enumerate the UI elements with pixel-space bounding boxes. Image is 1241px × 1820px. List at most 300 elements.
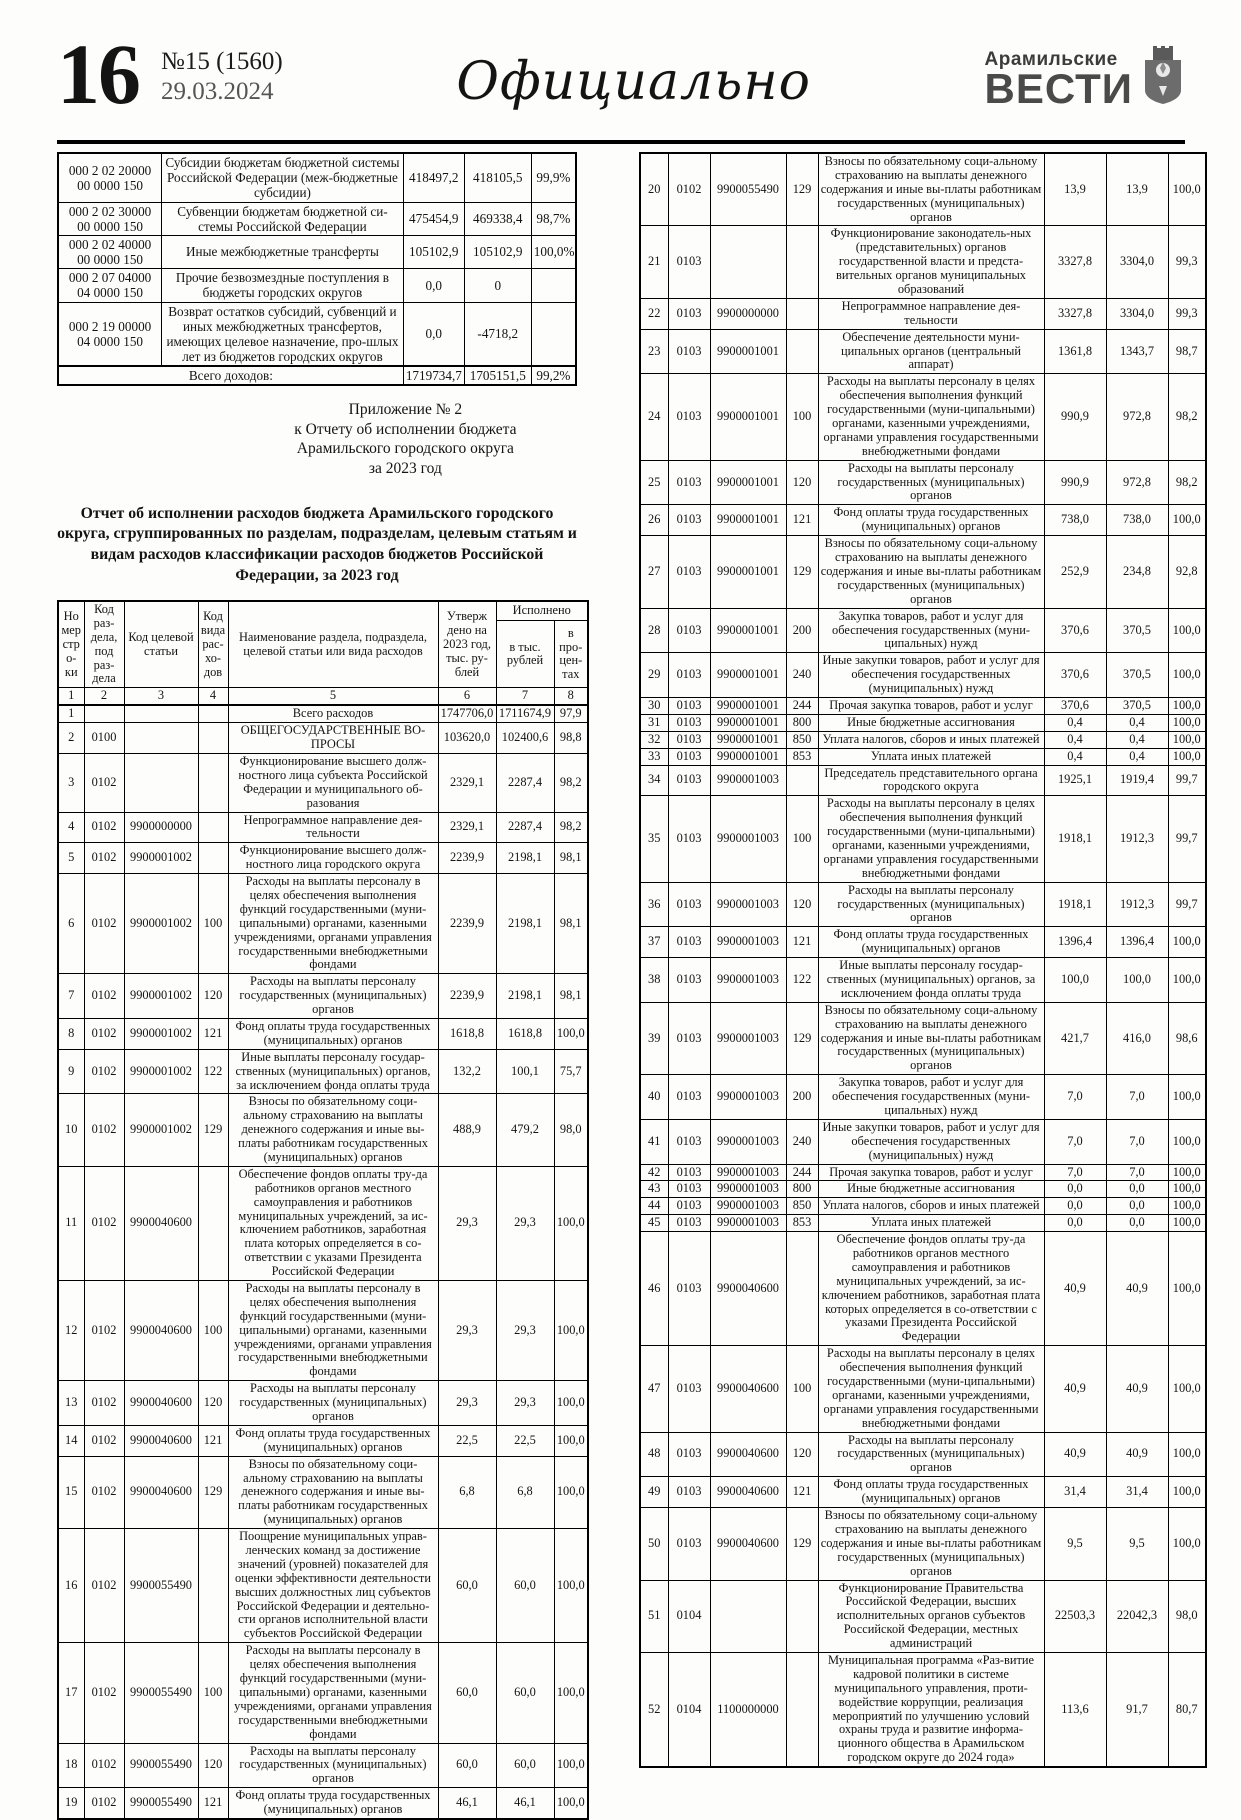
cell: Функционирование высшего долж-ностного лица городского округа — [228, 843, 438, 874]
cell: 800 — [786, 1181, 818, 1198]
cell: 99,9% — [531, 153, 576, 202]
cell: 30 — [640, 697, 668, 714]
cell: 0103 — [668, 608, 710, 653]
cell: 100,0 — [554, 1425, 588, 1456]
table-row — [640, 882, 1206, 927]
cell: 0102 — [84, 1166, 124, 1280]
cell: Расходы на выплаты персоналу государственных (муниципальных) органов — [818, 460, 1044, 505]
cell — [124, 753, 198, 812]
cell: Непрограммное направление дея-тельности — [228, 812, 438, 843]
cell: Расходы на выплаты персоналу государственных (муниципальных) органов — [228, 1381, 438, 1426]
cell: 29,3 — [496, 1381, 554, 1426]
cell — [84, 705, 124, 722]
header-rule — [57, 140, 1185, 144]
cell: Иные закупки товаров, работ и услуг для обеспечения государственных (муниципальных) нужд — [818, 653, 1044, 698]
cell: 1919,4 — [1106, 765, 1168, 796]
cell: 0103 — [668, 1002, 710, 1074]
cell: 0,0 — [1044, 1198, 1106, 1215]
cell: 22042,3 — [1106, 1580, 1168, 1652]
expense-table-left — [57, 600, 589, 1820]
cell — [198, 843, 228, 874]
cell: 0102 — [84, 1094, 124, 1166]
cell: 100,0 — [1044, 958, 1106, 1003]
header-section-code: Код раз-дела, под раз-дела — [84, 601, 124, 688]
cell: 120 — [198, 1743, 228, 1788]
table-row — [640, 765, 1206, 796]
cell: 0102 — [84, 843, 124, 874]
cell: 100,0 — [1168, 958, 1206, 1003]
cell: 46,1 — [496, 1788, 554, 1819]
cell: 100,0 — [1168, 927, 1206, 958]
table-row — [58, 874, 588, 974]
table-row — [640, 1181, 1206, 1198]
cell: 2287,4 — [496, 812, 554, 843]
cell: 9900040600 — [710, 1232, 786, 1346]
table-row — [640, 731, 1206, 748]
cell: Уплата налогов, сборов и иных платежей — [818, 1198, 1044, 1215]
cell: Прочая закупка товаров, работ и услуг — [818, 697, 1044, 714]
cell: 0103 — [668, 653, 710, 698]
cell: 9900001001 — [710, 505, 786, 536]
cell: 43 — [640, 1181, 668, 1198]
cell: 0102 — [84, 974, 124, 1019]
cell: 100,0 — [554, 1456, 588, 1528]
cell: Обеспечение фондов оплаты тру-да работников органов местного самоуправления и работников муниципальных учреждений, за ис-ключением работников, заработная плата которых определяется в со-ответствии с указами Президента Российской Федерации — [818, 1232, 1044, 1346]
cell: Субсидии бюджетам бюджетной системы Российской Федерации (меж-бюджетные субсидии) — [162, 153, 404, 202]
cell: 738,0 — [1106, 505, 1168, 536]
cell: 121 — [198, 1018, 228, 1049]
cell: Расходы на выплаты персоналу в целях обеспечения выполнения функций государственными (муни-ципальными) органами, казенными учреждениями, органами управления государственными внебюджетными фондами — [818, 796, 1044, 882]
column-number: 3 — [124, 688, 198, 705]
table-row — [640, 1508, 1206, 1580]
table-row — [640, 796, 1206, 882]
cell: 9900001003 — [710, 1215, 786, 1232]
cell: 14 — [58, 1425, 84, 1456]
cell: 9900001003 — [710, 927, 786, 958]
cell: 105102,9 — [403, 235, 464, 268]
cell: 100,0 — [554, 1281, 588, 1381]
cell: 39 — [640, 1002, 668, 1074]
cell: 0103 — [668, 1232, 710, 1346]
cell: Обеспечение деятельности муни-ципальных органов (центральный аппарат) — [818, 329, 1044, 374]
cell: 100,0 — [1168, 1346, 1206, 1432]
cell: Иные межбюджетные трансферты — [162, 235, 404, 268]
cell: 100,0 — [554, 1381, 588, 1426]
cell: 418105,5 — [464, 153, 531, 202]
cell: 3327,8 — [1044, 226, 1106, 298]
table-row — [640, 714, 1206, 731]
cell: 100 — [786, 1346, 818, 1432]
cell — [198, 753, 228, 812]
cell: 0104 — [668, 1652, 710, 1767]
cell: 234,8 — [1106, 536, 1168, 608]
issue-number: №15 (1560) — [161, 48, 283, 75]
cell: 98,2 — [554, 812, 588, 843]
table-row — [58, 1094, 588, 1166]
cell: 0102 — [84, 753, 124, 812]
table-row — [640, 1198, 1206, 1215]
column-number: 7 — [496, 688, 554, 705]
cell: 100 — [198, 1281, 228, 1381]
cell: 479,2 — [496, 1094, 554, 1166]
cell: 1747706,0 — [438, 705, 496, 722]
cell: 129 — [786, 536, 818, 608]
cell: 370,5 — [1106, 608, 1168, 653]
cell: 21 — [640, 226, 668, 298]
cell: 100,0 — [1168, 1477, 1206, 1508]
header-approved: Утверж дено на 2023 год, тыс. ру-блей — [438, 601, 496, 688]
cell: Расходы на выплаты персоналу в целях обеспечения выполнения функций государственными (муни-ципальными) органами, казенными учреждениями, органами управления государственными внебюджетными фондами — [228, 1281, 438, 1381]
cell: 46 — [640, 1232, 668, 1346]
cell: 9900001001 — [710, 460, 786, 505]
cell: 121 — [786, 927, 818, 958]
cell: 0103 — [668, 1119, 710, 1164]
table-row — [640, 1075, 1206, 1120]
cell: 0103 — [668, 460, 710, 505]
cell: ОБЩЕГОСУДАРСТВЕННЫЕ ВО-ПРОСЫ — [228, 723, 438, 754]
appendix-line: за 2023 год — [368, 459, 442, 477]
table-row — [640, 608, 1206, 653]
expense-table-right — [639, 152, 1207, 1768]
brand-text — [984, 48, 1133, 112]
cell: 9900001001 — [710, 536, 786, 608]
table-row — [640, 1164, 1206, 1181]
table-row — [58, 753, 588, 812]
cell: 105102,9 — [464, 235, 531, 268]
cell: 0,4 — [1106, 731, 1168, 748]
table-row — [58, 812, 588, 843]
cell: 2239,9 — [438, 974, 496, 1019]
cell: 122 — [786, 958, 818, 1003]
cell: 9900001002 — [124, 974, 198, 1019]
cell: Фонд оплаты труда государственных (муниципальных) органов — [818, 1477, 1044, 1508]
cell: 6,8 — [496, 1456, 554, 1528]
cell: 45 — [640, 1215, 668, 1232]
cell: 3304,0 — [1106, 226, 1168, 298]
appendix-line: Приложение № 2 — [348, 401, 463, 419]
table-row — [640, 1580, 1206, 1652]
brand-name-top: Арамильские — [984, 48, 1118, 70]
cell: 0,0 — [403, 269, 464, 302]
cell: 0103 — [668, 1215, 710, 1232]
cell: Закупка товаров, работ и услуг для обеспечения государственных (муни-ципальных) нужд — [818, 608, 1044, 653]
cell: 29 — [640, 653, 668, 698]
table-row — [640, 226, 1206, 298]
cell: 0103 — [668, 226, 710, 298]
cell: 100,0 — [1168, 731, 1206, 748]
cell: 129 — [786, 1002, 818, 1074]
cell: 2198,1 — [496, 874, 554, 974]
cell: 100,0 — [554, 1788, 588, 1819]
income-table — [57, 152, 577, 386]
cell: 129 — [198, 1456, 228, 1528]
cell: 1912,3 — [1106, 796, 1168, 882]
cell: 29,3 — [438, 1381, 496, 1426]
table-row — [58, 974, 588, 1019]
cell: 113,6 — [1044, 1652, 1106, 1767]
brand-name-bottom: ВЕСТИ — [984, 64, 1133, 112]
cell: 7,0 — [1106, 1075, 1168, 1120]
cell: Расходы на выплаты персоналу государственных (муниципальных) органов — [228, 974, 438, 1019]
cell: 370,6 — [1044, 653, 1106, 698]
table-row — [58, 705, 588, 722]
cell: 60,0 — [496, 1643, 554, 1743]
cell: 0,4 — [1044, 714, 1106, 731]
cell: 9900001002 — [124, 843, 198, 874]
cell: 990,9 — [1044, 374, 1106, 460]
cell: 100,0% — [531, 235, 576, 268]
cell: 22 — [640, 298, 668, 329]
column-number: 1 — [58, 688, 84, 705]
cell: 100,0 — [1168, 697, 1206, 714]
table-row — [58, 1166, 588, 1280]
cell: 100,0 — [1168, 505, 1206, 536]
cell: 7,0 — [1044, 1164, 1106, 1181]
cell: 000 2 07 04000 04 0000 150 — [58, 269, 162, 302]
cell: 15 — [58, 1456, 84, 1528]
cell: 98,1 — [554, 974, 588, 1019]
cell — [786, 329, 818, 374]
cell: 23 — [640, 329, 668, 374]
cell: 0103 — [668, 1508, 710, 1580]
cell: 60,0 — [496, 1529, 554, 1643]
cell: 421,7 — [1044, 1002, 1106, 1074]
cell: 75,7 — [554, 1049, 588, 1094]
cell: 2239,9 — [438, 843, 496, 874]
cell: Председатель представительного органа городского округа — [818, 765, 1044, 796]
table-row — [640, 153, 1206, 226]
cell: 800 — [786, 714, 818, 731]
appendix-line: к Отчету об исполнении бюджета — [294, 420, 517, 438]
table-row — [640, 329, 1206, 374]
cell: 33 — [640, 748, 668, 765]
cell: 370,6 — [1044, 608, 1106, 653]
cell: 9900000000 — [124, 812, 198, 843]
cell: 0102 — [84, 1743, 124, 1788]
cell: Фонд оплаты труда государственных (муниципальных) органов — [228, 1018, 438, 1049]
cell: 990,9 — [1044, 460, 1106, 505]
cell: 0,0 — [1044, 1215, 1106, 1232]
cell: 103620,0 — [438, 723, 496, 754]
cell: -4718,2 — [464, 302, 531, 366]
cell: 29,3 — [438, 1281, 496, 1381]
cell: 42 — [640, 1164, 668, 1181]
table-row — [58, 1788, 588, 1819]
cell — [198, 812, 228, 843]
cell: 49 — [640, 1477, 668, 1508]
cell: 2198,1 — [496, 974, 554, 1019]
cell: 100,0 — [1106, 958, 1168, 1003]
cell: 853 — [786, 748, 818, 765]
cell: 9900055490 — [124, 1743, 198, 1788]
cell: 52 — [640, 1652, 668, 1767]
cell: 100,0 — [1168, 714, 1206, 731]
cell: 000 2 02 20000 00 0000 150 — [58, 153, 162, 202]
cell: 9900001003 — [710, 882, 786, 927]
cell: 9900040600 — [124, 1281, 198, 1381]
table-row — [640, 1232, 1206, 1346]
cell: Функционирование законодатель-ных (представительных) органов государственной власти и предста-вительных органов муниципальных образований — [818, 226, 1044, 298]
cell: Фонд оплаты труда государственных (муниципальных) органов — [228, 1425, 438, 1456]
cell: 244 — [786, 1164, 818, 1181]
cell: 488,9 — [438, 1094, 496, 1166]
cell: 0103 — [668, 329, 710, 374]
cell: 9900001001 — [710, 374, 786, 460]
table-row — [58, 202, 576, 235]
table-row — [58, 1743, 588, 1788]
cell: Взносы по обязательному соци-альному страхованию на выплаты денежного содержания и иные вы-платы работникам государственных (муниципальных) органов — [818, 1508, 1044, 1580]
cell: Поощрение муниципальных управ-ленческих команд за достижение значений (уровней) показателей для оценки эффективности деятельности высших должностных лиц субъектов Российской Федерации и деятельно-сти органов исполнительной власти субъектов Российской Федерации — [228, 1529, 438, 1643]
cell: 22,5 — [438, 1425, 496, 1456]
cell: 120 — [786, 882, 818, 927]
appendix-line: Арамильского городского округа — [296, 440, 514, 458]
cell: 34 — [640, 765, 668, 796]
cell: Всего расходов — [228, 705, 438, 722]
cell: 0,0 — [1106, 1215, 1168, 1232]
cell: 10 — [58, 1094, 84, 1166]
cell: 370,6 — [1044, 697, 1106, 714]
cell: Обеспечение фондов оплаты тру-да работников органов местного самоуправления и работников муниципальных учреждений, за ис-ключением работников, заработная плата которых определяется в со-ответствии с указами Президента Российской Федерации — [228, 1166, 438, 1280]
income-total-row — [58, 366, 576, 385]
cell: 100,0 — [554, 1643, 588, 1743]
cell: 100,0 — [1168, 1075, 1206, 1120]
cell: 40 — [640, 1075, 668, 1120]
cell: 9,5 — [1044, 1508, 1106, 1580]
income-total-approved: 1719734,7 — [403, 366, 464, 385]
cell: 13,9 — [1106, 153, 1168, 226]
cell: Расходы на выплаты персоналу государственных (муниципальных) органов — [228, 1743, 438, 1788]
header-executed-thousands: в тыс. рублей — [496, 621, 554, 688]
cell — [786, 1652, 818, 1767]
income-total-pct: 99,2% — [531, 366, 576, 385]
table-row — [58, 843, 588, 874]
cell: 100,0 — [1168, 1181, 1206, 1198]
cell: 9900040600 — [124, 1381, 198, 1426]
cell: 18 — [58, 1743, 84, 1788]
cell: 98,2 — [554, 753, 588, 812]
cell: 2 — [58, 723, 84, 754]
cell: 0103 — [668, 748, 710, 765]
cell: 13 — [58, 1381, 84, 1426]
cell: 0102 — [84, 1281, 124, 1381]
header-row-number: Но мер стро-ки — [58, 601, 84, 688]
header-executed-percent: в про-цен-тах — [554, 621, 588, 688]
cell: 2239,9 — [438, 874, 496, 974]
cell: 0103 — [668, 731, 710, 748]
column-number: 5 — [228, 688, 438, 705]
cell: 98,1 — [554, 843, 588, 874]
cell: 469338,4 — [464, 202, 531, 235]
table-row — [58, 723, 588, 754]
income-total-label: Всего доходов: — [58, 366, 403, 385]
cell: 0103 — [668, 1346, 710, 1432]
cell: 98,0 — [1168, 1580, 1206, 1652]
cell: 0102 — [668, 153, 710, 226]
cell: 0102 — [84, 1381, 124, 1426]
cell: 31 — [640, 714, 668, 731]
table-row — [58, 269, 576, 302]
cell: 9900055490 — [124, 1529, 198, 1643]
cell: 100,0 — [1168, 153, 1206, 226]
cell: 9 — [58, 1049, 84, 1094]
table-row — [58, 1018, 588, 1049]
cell: 9900001003 — [710, 1198, 786, 1215]
cell: 100,0 — [1168, 1119, 1206, 1164]
cell: 100,0 — [1168, 1198, 1206, 1215]
cell: 0102 — [84, 1788, 124, 1819]
cell — [786, 1232, 818, 1346]
cell: 100 — [198, 874, 228, 974]
cell: 9900001003 — [710, 765, 786, 796]
cell: 98,7 — [1168, 329, 1206, 374]
table-row — [640, 460, 1206, 505]
cell: Субвенции бюджетам бюджетной си-стемы Российской Федерации — [162, 202, 404, 235]
cell: 0103 — [668, 505, 710, 536]
cell: 100 — [198, 1643, 228, 1743]
masthead — [57, 26, 1185, 134]
cell: 100,0 — [1168, 1215, 1206, 1232]
cell: 0103 — [668, 765, 710, 796]
cell: 91,7 — [1106, 1652, 1168, 1767]
cell: 44 — [640, 1198, 668, 1215]
cell: 120 — [786, 1432, 818, 1477]
cell: Расходы на выплаты персоналу в целях обеспечения выполнения функций государственными (муни-ципальными) органами, казенными учреждениями, органами управления государственными внебюджетными фондами — [818, 374, 1044, 460]
cell: 1618,8 — [438, 1018, 496, 1049]
cell: 40,9 — [1044, 1232, 1106, 1346]
cell: Взносы по обязательному соци-альному страхованию на выплаты денежного содержания и иные вы-платы работникам государственных (муниципальных) органов — [818, 153, 1044, 226]
cell: 9900001001 — [710, 608, 786, 653]
cell: Расходы на выплаты персоналу в целях обеспечения выполнения функций государственными (муни-ципальными) органами, казенными учреждениями, органами управления государственными внебюджетными фондами — [818, 1346, 1044, 1432]
table-row — [640, 653, 1206, 698]
cell: 100,0 — [1168, 1232, 1206, 1346]
cell: 99,7 — [1168, 765, 1206, 796]
cell: 99,3 — [1168, 226, 1206, 298]
cell: 853 — [786, 1215, 818, 1232]
column-number: 6 — [438, 688, 496, 705]
cell: 9900001001 — [710, 714, 786, 731]
cell: Иные выплаты персоналу государ-ственных (муниципальных) органов, за исключением фонда оплаты труда — [228, 1049, 438, 1094]
issue-block — [161, 38, 283, 107]
cell: 98,1 — [554, 874, 588, 974]
cell: 0,4 — [1106, 714, 1168, 731]
cell: 2329,1 — [438, 753, 496, 812]
table-row — [640, 958, 1206, 1003]
cell: 2287,4 — [496, 753, 554, 812]
column-numbers-row — [58, 688, 588, 705]
cell: 1396,4 — [1106, 927, 1168, 958]
cell: 7,0 — [1106, 1164, 1168, 1181]
cell: 32 — [640, 731, 668, 748]
header-name: Наименование раздела, подраздела, целевой статьи или вида расходов — [228, 601, 438, 688]
cell: 6 — [58, 874, 84, 974]
header-executed: Исполнено — [496, 601, 588, 621]
cell: 129 — [786, 1508, 818, 1580]
cell: 9900055490 — [124, 1788, 198, 1819]
cell: 100,1 — [496, 1049, 554, 1094]
cell: 60,0 — [496, 1743, 554, 1788]
cell: 972,8 — [1106, 374, 1168, 460]
cell: Расходы на выплаты персоналу государственных (муниципальных) органов — [818, 1432, 1044, 1477]
cell: 0,0 — [1106, 1181, 1168, 1198]
cell — [124, 723, 198, 754]
cell: 9900001002 — [124, 1049, 198, 1094]
cell: 000 2 19 00000 04 0000 150 — [58, 302, 162, 366]
cell: 1361,8 — [1044, 329, 1106, 374]
cell — [710, 1580, 786, 1652]
cell: 29,3 — [496, 1166, 554, 1280]
table-row — [58, 1643, 588, 1743]
table-row — [58, 153, 576, 202]
